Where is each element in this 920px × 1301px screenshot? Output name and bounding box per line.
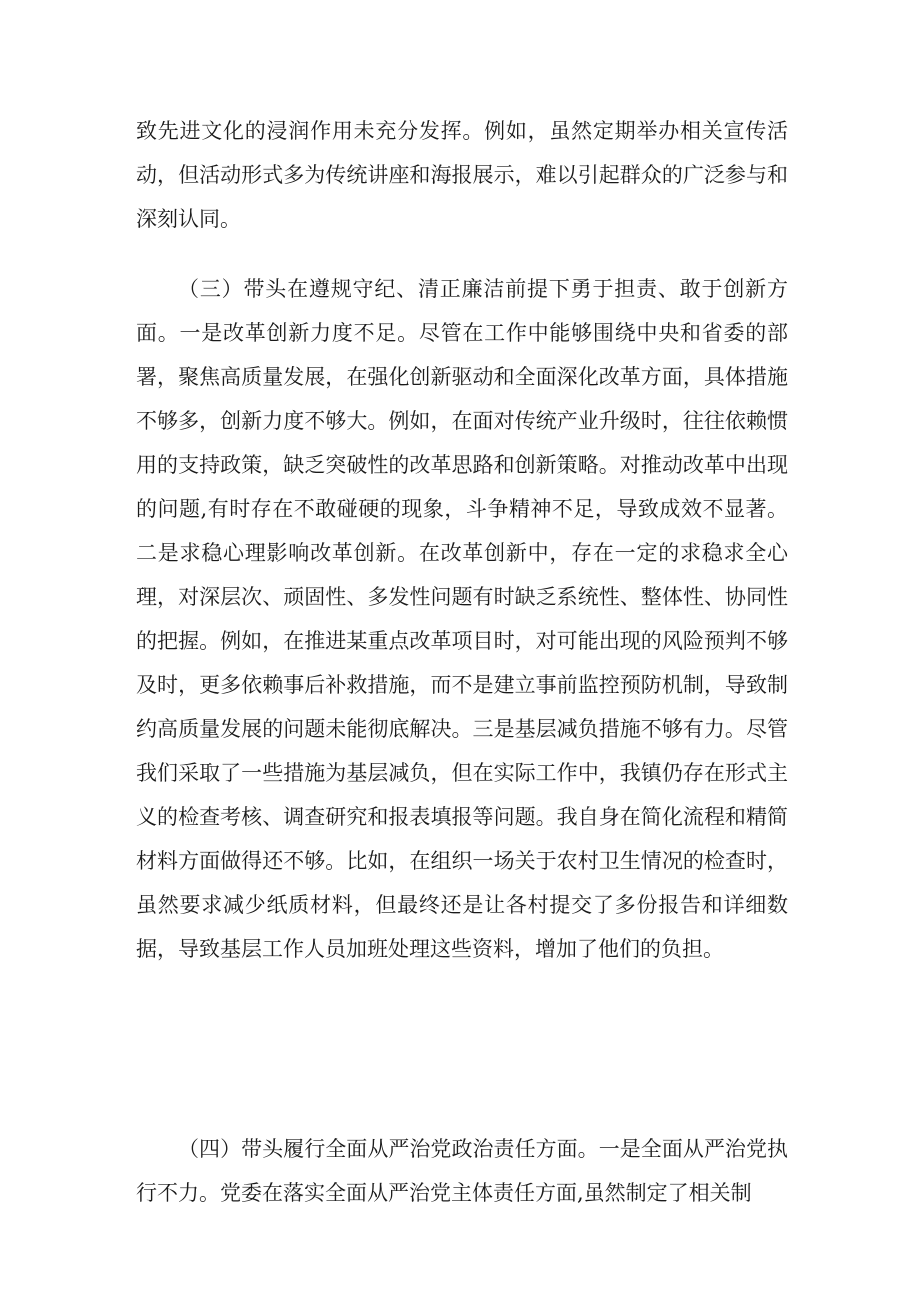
paragraph-section-four: [136, 1127, 788, 1215]
paragraph-text: （三）带头在遵规守纪、清正廉洁前提下勇于担责、敢于创新方面。一是改革创新力度不足。尽管在工作中能够围绕中央和省委的部署，聚焦高质量发展，在强化创新驱动和全面深化改革方面，具体措施不够多，创新力度不够大。例如，在面对传统产业升级时，往往依赖惯用的支持政策，缺乏突破性的改革思路和创新策略。对推动改革中出现的问题,有时存在不敢碰硬的现象，斗争精神不足，导致成效不显著。二是求稳心理影响改革创新。在改革创新中，存在一定的求稳求全心理，对深层次、顽固性、多发性问题有时缺乏系统性、整体性、协同性的把握。例如，在推进某重点改革项目时，对可能出现的风险预判不够及时，更多依赖事后补救措施，而不是建立事前监控预防机制，导致制约高质量发展的问题未能彻底解决。三是基层减负措施不够有力。尽管我们采取了一些措施为基层减负，但在实际工作中，我镇仍存在形式主义的检查考核、调查研究和报表填报等问题。我自身在简化流程和精简材料方面做得还不够。比如，在组织一场关于农村卫生情况的检查时，虽然要求减少纸质材料，但最终还是让各村提交了多份报告和详细数据，导致基层工作人员加班处理这些资料，增加了他们的负担。: [136, 277, 788, 961]
paragraph-section-three: [136, 267, 788, 971]
paragraph-text: 致先进文化的浸润作用未充分发挥。例如，虽然定期举办相关宣传活动，但活动形式多为传统讲座和海报展示，难以引起群众的广泛参与和深刻认同。: [136, 119, 788, 231]
paragraph-continuation: [136, 109, 788, 241]
paragraph-text: （四）带头履行全面从严治党政治责任方面。一是全面从严治党执行不力。党委在落实全面从严治党主体责任方面,虽然制定了相关制: [136, 1137, 788, 1205]
